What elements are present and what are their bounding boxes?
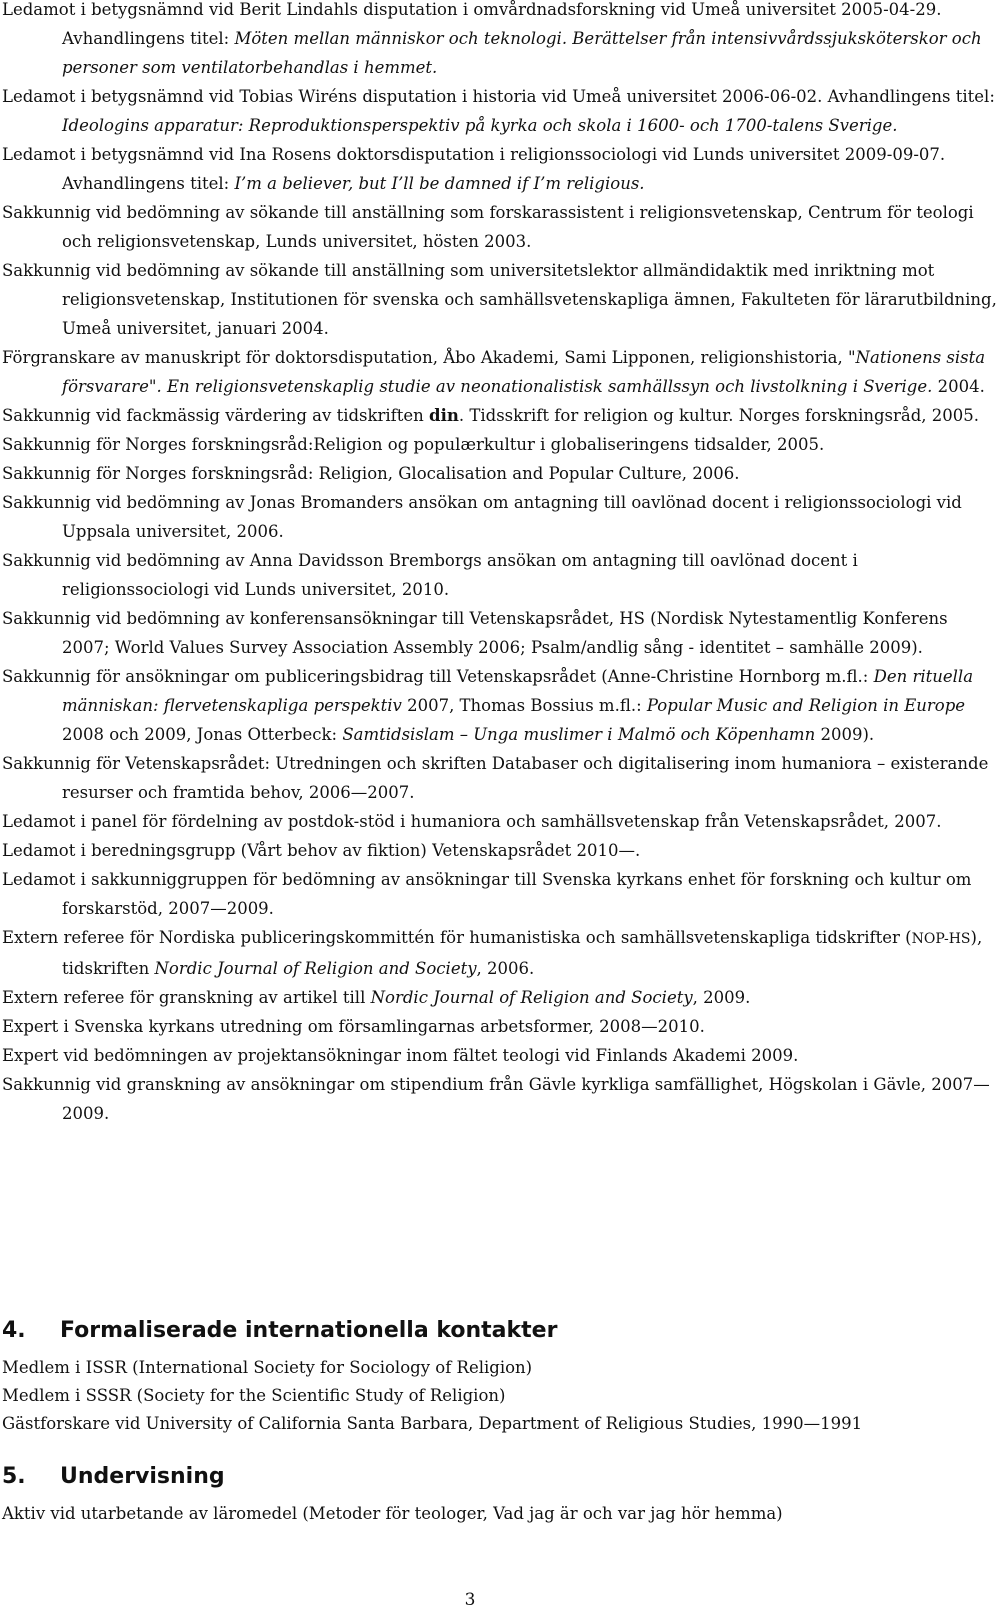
entry-text: Sakkunnig för ansökningar om publiceringsbidrag till Vetenskapsrådet (Anne-Christine Hornborg m.fl.: xyxy=(2,667,874,686)
commission-entry xyxy=(2,865,997,923)
section-heading xyxy=(0,1462,940,1492)
entry-text: Ledamot i betygsnämnd vid Ina Rosens doktorsdisputation i religionssociologi vid Lunds universitet 2009-09-07. Avhandlingens titel: xyxy=(2,145,946,193)
section-5 xyxy=(0,1462,940,1528)
commission-entry xyxy=(2,82,997,140)
entry-text: Sakkunnig vid granskning av ansökningar om stipendium från Gävle kyrkliga samfällighet, Högskolan i Gävle, 2007—2009. xyxy=(2,1075,990,1123)
entry-text: Sakkunnig vid bedömning av Anna Davidsson Bremborgs ansökan om antagning till oavlönad docent i religionssociologi vid Lunds universitet, 2010. xyxy=(2,551,858,599)
entry-text: ), tidskriften xyxy=(62,928,983,978)
commission-entry xyxy=(2,140,997,198)
section-heading xyxy=(0,1316,940,1346)
entry-title-italic: Ideologins apparatur: Reproduktionsperspektiv på kyrka och skola i 1600- och 1700-talens Sverige. xyxy=(62,116,898,135)
section-line: Aktiv vid utarbetande av läromedel (Metoder för teologer, Vad jag är och var jag hör hemma) xyxy=(2,1504,783,1523)
entry-text: Sakkunnig för Vetenskapsrådet: Utredningen och skriften Databaser och digitalisering inom humaniora – existerande resurser och framtida behov, 2006—2007. xyxy=(2,754,989,802)
entry-text: Ledamot i betygsnämnd vid Tobias Wiréns disputation i historia vid Umeå universitet 2006-06-02. Avhandlingens titel: xyxy=(2,87,995,106)
commission-entry xyxy=(2,0,997,82)
commission-entry xyxy=(2,343,997,401)
entry-text: . Tidsskrift for religion og kultur. Norges forskningsråd, 2005. xyxy=(458,406,980,425)
commission-entry xyxy=(2,807,997,836)
entry-text: Förgranskare av manuskript för doktorsdisputation, Åbo Akademi, Sami Lipponen, religionshistoria, xyxy=(2,348,848,367)
entry-text: , 2009. xyxy=(692,988,751,1007)
entry-bold-text: din xyxy=(429,406,459,425)
commission-entry xyxy=(2,459,997,488)
section-line: Medlem i ISSR (International Society for Sociology of Religion) xyxy=(2,1358,533,1377)
entry-text: Sakkunnig för Norges forskningsråd: Religion, Glocalisation and Popular Culture, 2006. xyxy=(2,464,740,483)
entry-title-italic: Samtidsislam – Unga muslimer i Malmö och Köpenhamn xyxy=(342,725,816,744)
entry-text: Ledamot i betygsnämnd vid Berit Lindahls disputation i omvårdnadsforskning vid Umeå universitet 2005-04-29. Avhandlingens titel: xyxy=(2,0,942,48)
entry-title-italic: Nordic Journal of Religion and Society xyxy=(370,988,693,1007)
entry-text: Sakkunnig vid fackmässig värdering av tidskriften xyxy=(2,406,430,425)
entry-text: 2009). xyxy=(815,725,875,744)
commission-entry xyxy=(2,198,997,256)
entry-text: Ledamot i panel för fördelning av postdok-stöd i humaniora och samhällsvetenskap från Vetenskapsrådet, 2007. xyxy=(2,812,942,831)
commission-entry xyxy=(2,662,997,749)
commission-entry xyxy=(2,256,997,343)
section-4 xyxy=(0,1316,940,1438)
commission-entry xyxy=(2,401,997,430)
entry-text: Sakkunnig vid bedömning av konferensansökningar till Vetenskapsrådet, HS (Nordisk Nytestamentlig Konferens 2007; World Values Survey Association Assembly 2006; Psalm/andlig sång - identitet – samhälle 2009). xyxy=(2,609,948,657)
entry-title-italic: Möten mellan människor och teknologi. Berättelser från intensivvårdssjuksköterskor och personer som ventilatorbehandlas i hemmet. xyxy=(62,29,982,77)
entry-text: Sakkunnig vid bedömning av Jonas Bromanders ansökan om antagning till oavlönad docent i religionssociologi vid Uppsala universitet, 2006. xyxy=(2,493,962,541)
entry-text: Extern referee för granskning av artikel till xyxy=(2,988,371,1007)
section-line: Gästforskare vid University of California Santa Barbara, Department of Religious Studies, 1990—1991 xyxy=(2,1414,863,1433)
entry-title-italic: Nordic Journal of Religion and Society xyxy=(154,959,477,978)
section-line: Medlem i SSSR (Society for the Scientific Study of Religion) xyxy=(2,1386,506,1405)
entry-text: 2008 och 2009, Jonas Otterbeck: xyxy=(62,725,343,744)
entry-text: Extern referee för Nordiska publiceringskommittén för humanistiska och samhällsvetenskapliga tidskrifter ( xyxy=(2,928,912,947)
entry-text: Sakkunnig för Norges forskningsråd:Religion og populærkultur i globaliseringens tidsalder, 2005. xyxy=(2,435,825,454)
commission-entry xyxy=(2,749,997,807)
page-number: 3 xyxy=(464,1590,476,1610)
section-number: 5. xyxy=(2,1464,26,1489)
entry-title-italic: Den rituella människan: flervetenskapliga perspektiv xyxy=(62,667,974,715)
section-number: 4. xyxy=(2,1318,26,1343)
entry-text: Sakkunnig vid bedömning av sökande till anställning som forskarassistent i religionsvetenskap, Centrum för teologi och religionsvetenskap, Lunds universitet, hösten 2003. xyxy=(2,203,974,251)
commission-entry xyxy=(2,983,997,1012)
commission-entry xyxy=(2,836,997,865)
entry-title-italic: I’m a believer, but I’ll be damned if I’m religious. xyxy=(234,174,645,193)
commission-entry xyxy=(2,546,997,604)
entry-text: NOP-HS xyxy=(911,931,971,947)
commission-entry xyxy=(2,430,997,459)
entry-title-italic: Popular Music and Religion in Europe xyxy=(646,696,966,715)
commission-entry xyxy=(2,1041,997,1070)
commission-entry xyxy=(2,1012,997,1041)
entry-text: Ledamot i sakkunniggruppen för bedömning av ansökningar till Svenska kyrkans enhet för forskning och kultur om forskarstöd, 2007—2009. xyxy=(2,870,972,918)
commission-entry xyxy=(2,1070,997,1128)
commission-entry xyxy=(2,488,997,546)
entry-text: Sakkunnig vid bedömning av sökande till anställning som universitetslektor allmändidaktik med inriktning mot religionsvetenskap, Institutionen för svenska och samhällsvetenskapliga ämnen, Fakulteten för lärarutbildning, Umeå universitet, januari 2004. xyxy=(2,261,997,338)
entry-title-italic: "Nationens sista försvarare". En religionsvetenskaplig studie av neonationalistisk samhällssyn och livstolkning i Sverige. xyxy=(62,348,986,396)
entry-text: 2007, Thomas Bossius m.fl.: xyxy=(401,696,647,715)
commission-entry xyxy=(2,604,997,662)
commission-entry xyxy=(2,923,997,983)
entry-text: 2004. xyxy=(932,377,985,396)
entry-text: Ledamot i beredningsgrupp (Vårt behov av fiktion) Vetenskapsrådet 2010—. xyxy=(2,841,641,860)
entry-text: Expert i Svenska kyrkans utredning om församlingarnas arbetsformer, 2008—2010. xyxy=(2,1017,705,1036)
section-title: Undervisning xyxy=(60,1464,225,1489)
entry-text: , 2006. xyxy=(476,959,535,978)
entry-text: Expert vid bedömningen av projektansökningar inom fältet teologi vid Finlands Akademi 2009. xyxy=(2,1046,799,1065)
section-title: Formaliserade internationella kontakter xyxy=(60,1318,558,1343)
